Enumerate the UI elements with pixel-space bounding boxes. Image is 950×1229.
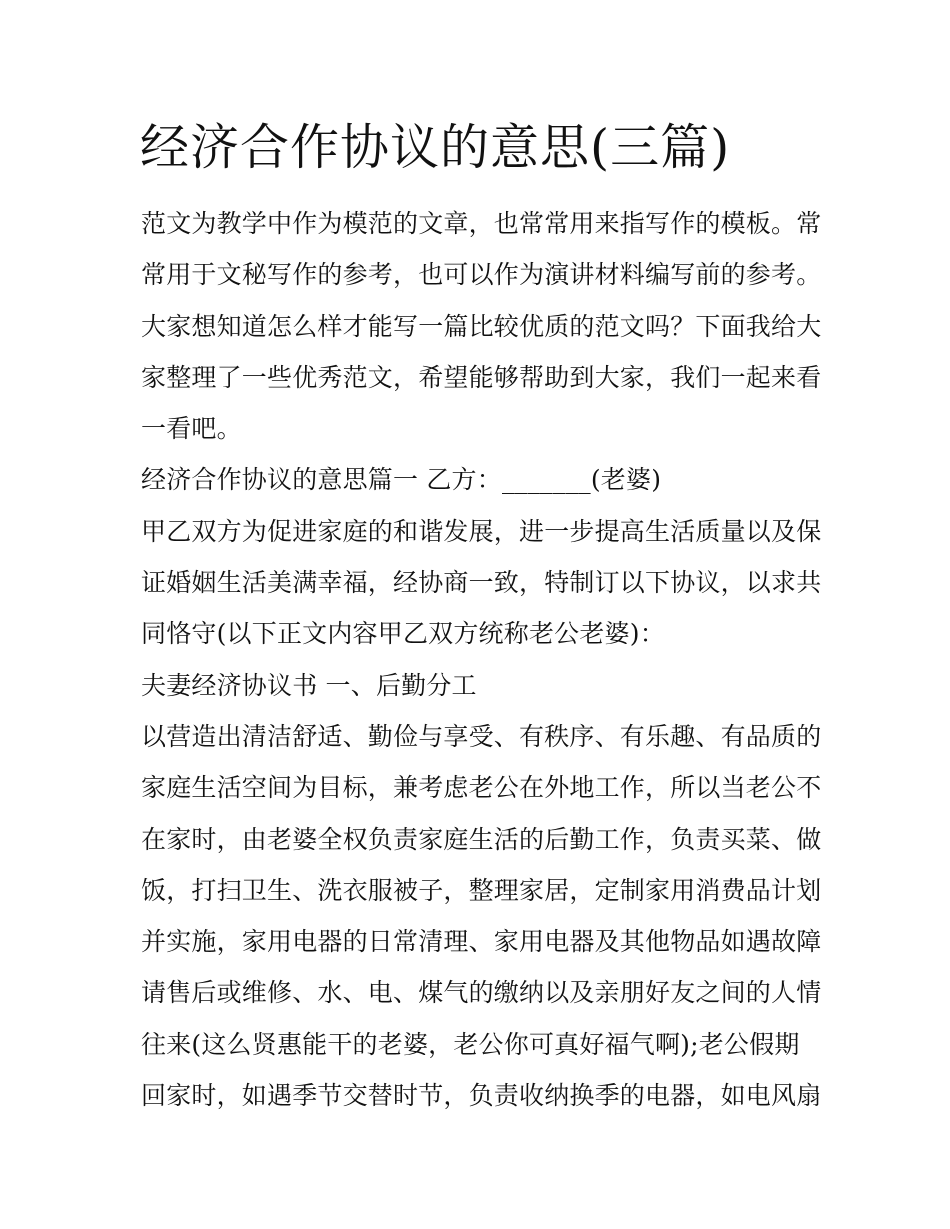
text-line: 一看吧。: [141, 414, 242, 444]
text-line: 范文为教学中作为模范的文章，也常常用来指写作的模板。常: [141, 209, 822, 238]
text-line: 并实施，家用电器的日常清理、家用电器及其他物品如遇故障: [141, 927, 822, 957]
text-line: 以营造出清洁舒适、勤俭与享受、有秩序、有乐趣、有品质的: [141, 721, 822, 751]
text-line: 同恪守(以下正文内容甲乙双方统称老公老婆)：: [141, 619, 665, 649]
text-line: 甲乙双方为促进家庭的和谐发展，进一步提高生活质量以及保: [141, 516, 822, 546]
text-line: 饭，打扫卫生、洗衣服被子，整理家居，定制家用消费品计划: [141, 875, 822, 905]
text-line: 证婚姻生活美满幸福，经协商一致，特制订以下协议，以求共: [141, 568, 822, 598]
text-line: 请售后或维修、水、电、煤气的缴纳以及亲朋好友之间的人情: [141, 978, 822, 1008]
section-heading-line: 夫妻经济协议书 一、后勤分工: [141, 670, 477, 700]
text-line: 家整理了一些优秀范文，希望能够帮助到大家，我们一起来看: [141, 362, 822, 392]
section-heading-line: 经济合作协议的意思篇一 乙方：_______(老婆): [141, 465, 662, 495]
text-line: 家庭生活空间为目标，兼考虑老公在外地工作，所以当老公不: [141, 773, 822, 803]
text-line: 大家想知道怎么样才能写一篇比较优质的范文吗？下面我给大: [141, 311, 822, 341]
text-line: 往来(这么贤惠能干的老婆，老公你可真好福气啊);老公假期: [141, 1029, 800, 1059]
document-title: 经济合作协议的意思(三篇): [140, 119, 731, 176]
text-line: 常用于文秘写作的参考，也可以作为演讲材料编写前的参考。: [141, 260, 822, 290]
text-line: 回家时，如遇季节交替时节，负责收纳换季的电器，如电风扇: [141, 1081, 822, 1111]
text-line: 在家时，由老婆全权负责家庭生活的后勤工作，负责买菜、做: [141, 824, 822, 854]
document-body: [141, 198, 821, 1121]
